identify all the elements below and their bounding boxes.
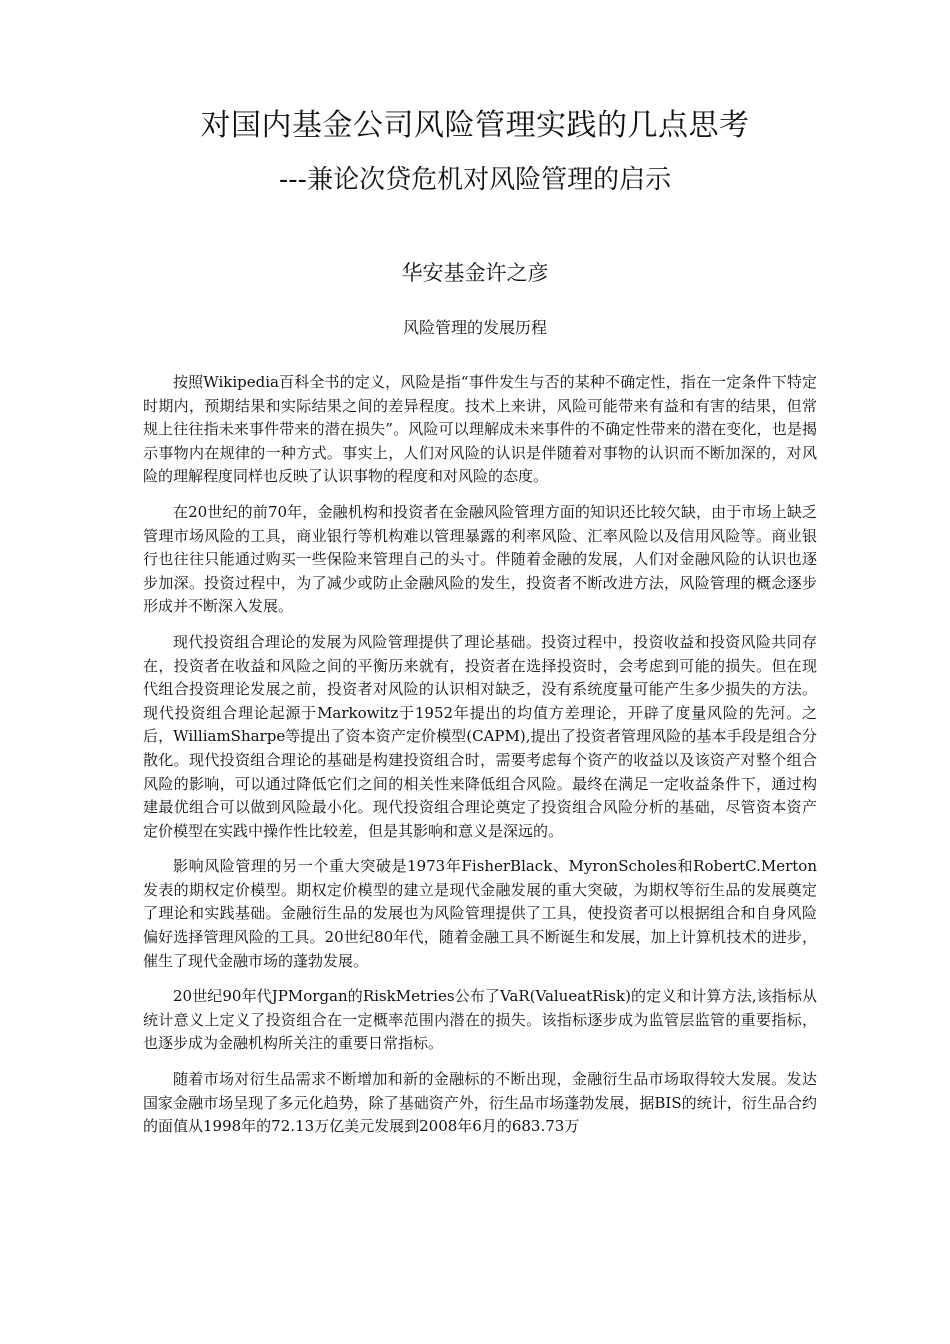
document-title: 对国内基金公司风险管理实践的几点思考 — [200, 108, 750, 143]
paragraph-3: 现代投资组合理论的发展为风险管理提供了理论基础。投资过程中，投资收益和投资风险共同存在，投资者在收益和风险之间的平衡历来就有，投资者在选择投资时，会考虑到可能的损失。但在现代组合投资理论发展之前，投资者对风险的认识相对缺乏，没有系统度量可能产生多少损失的方法。现代投资组合理论起源于Markowitz于1952年提出的均值方差理论，开辟了度量风险的先河。之后，WilliamSharpe等提出了资本资产定价模型(CAPM),提出了投资者管理风险的基本手段是组合分散化。现代投资组合理论的基础是构建投资组合时，需要考虑每个资产的收益以及该资产对整个组合风险的影响，可以通过降低它们之间的相关性来降低组合风险。最终在满足一定收益条件下，通过构建最优组合可以做到风险最小化。现代投资组合理论奠定了投资组合风险分析的基础，尽管资本资产定价模型在实践中操作性比较差，但是其影响和意义是深远的。 — [143, 632, 817, 840]
author-line: 华安基金许之彦 — [401, 261, 549, 285]
section-heading: 风险管理的发展历程 — [402, 318, 547, 337]
paragraph-2: 在20世纪的前70年，金融机构和投资者在金融风险管理方面的知识还比较欠缺，由于市场上缺乏管理市场风险的工具，商业银行等机构难以管理暴露的利率风险、汇率风险以及信用风险等。商业银行也往往只能通过购买一些保险来管理自己的头寸。伴随着金融的发展，人们对金融风险的认识也逐步加深。投资过程中，为了减少或防止金融风险的发生，投资者不断改进方法，风险管理的概念逐步形成并不断深入发展。 — [143, 502, 817, 616]
paragraph-1: 按照Wikipedia百科全书的定义，风险是指“事件发生与否的某种不确定性，指在一定条件下特定时期内，预期结果和实际结果之间的差异程度。技术上来讲，风险可能带来有益和有害的结果，但常规上往往指未来事件带来的潜在损失”。风险可以理解成未来事件的不确定性带来的潜在变化，也是揭示事物内在规律的一种方式。事实上，人们对风险的认识是伴随着对事物的认识而不断加深的，对风险的理解程度同样也反映了认识事物的程度和对风险的态度。 — [143, 373, 817, 486]
paragraph-6: 随着市场对衍生品需求不断增加和新的金融标的不断出现，金融衍生品市场取得较大发展。发达国家金融市场呈现了多元化趋势，除了基础资产外，衍生品市场蓬勃发展，据BIS的统计，衍生品合约的面值从1998年的72.13万亿美元发展到2008年6月的683.73万 — [143, 1070, 817, 1136]
document-subtitle: ---兼论次贷危机对风险管理的启示 — [278, 165, 672, 195]
paragraph-4: 影响风险管理的另一个重大突破是1973年FisherBlack、MyronScholes和RobertC.Merton发表的期权定价模型。期权定价模型的建立是现代金融发展的重大突破，为期权等衍生品的发展奠定了理论和实践基础。金融衍生品的发展也为风险管理提供了工具，使投资者可以根据组合和自身风险偏好选择管理风险的工具。20世纪80年代，随着金融工具不断诞生和发展，加上计算机技术的进步，催生了现代金融市场的蓬勃发展。 — [143, 857, 817, 970]
paragraph-5: 20世纪90年代JPMorgan的RiskMetries公布了VaR(ValueatRisk)的定义和计算方法,该指标从统计意义上定义了投资组合在一定概率范围内潜在的损失。该指标逐步成为监管层监管的重要指标，也逐步成为金融机构所关注的重要日常指标。 — [143, 987, 817, 1053]
body-text — [143, 371, 817, 1151]
